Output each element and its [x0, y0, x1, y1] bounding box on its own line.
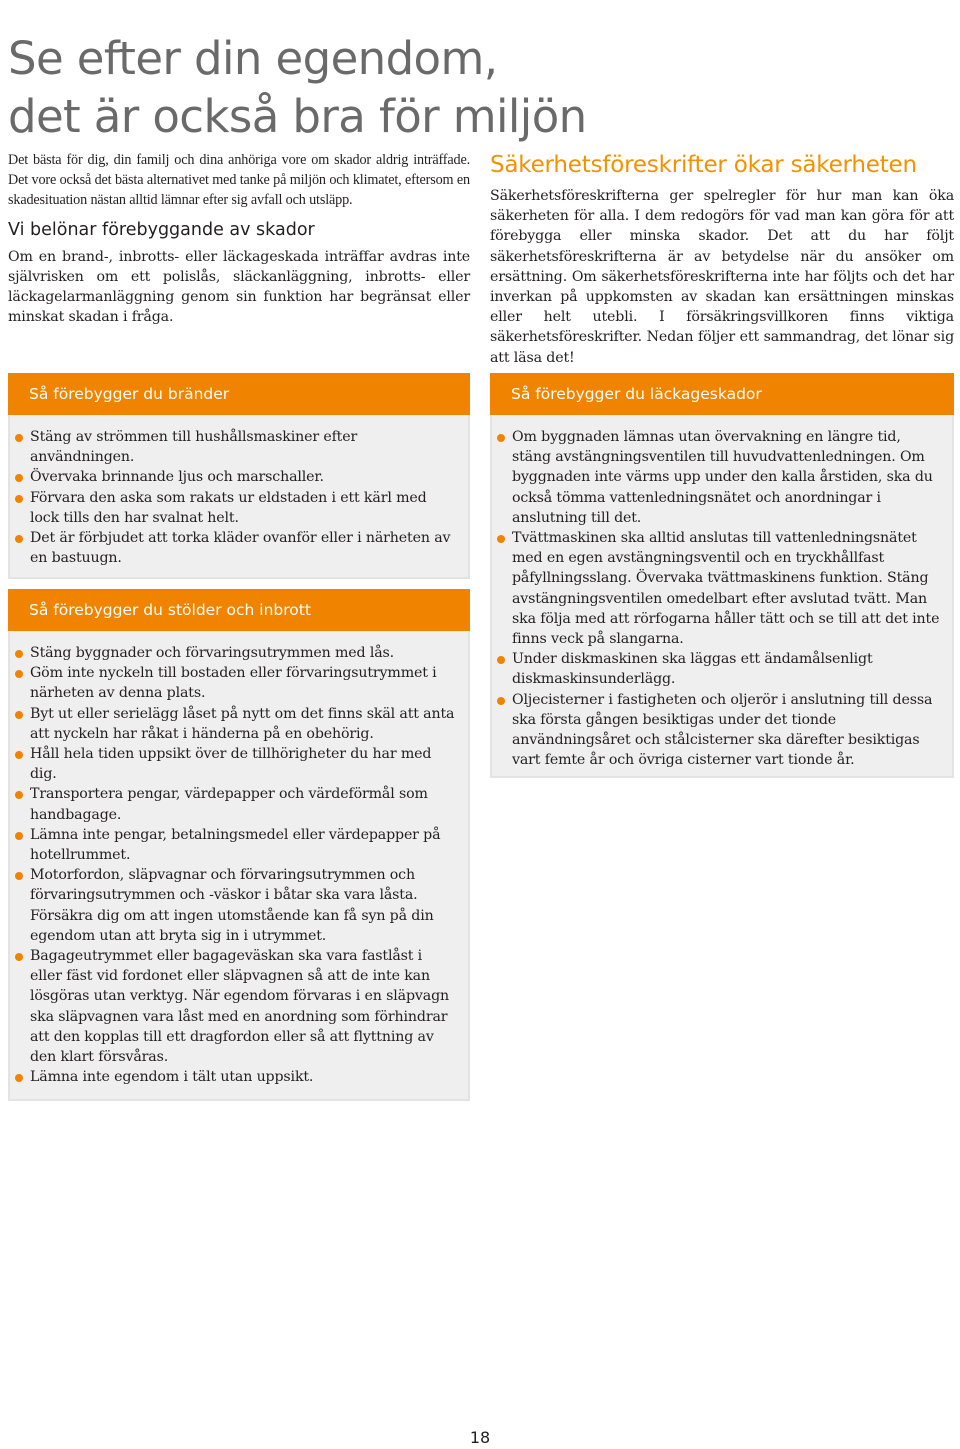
rewards-paragraph: Om en brand-, inbrotts- eller läckageskada inträffar avdras inte självrisken om ett polislås, släckanläggning, inbrotts- eller läckagelarmanläggning genom sin funktion har begränsat eller minskat skadan i fråga. — [8, 248, 470, 326]
bullet-dot-icon — [15, 832, 23, 840]
fire-box-title: Så förebygger du bränder — [8, 373, 470, 415]
list-item: Tvättmaskinen ska alltid anslutas till vattenledningsnätet med en egen avstängningsventil och en tryckhållfast påfyllningsslang. Övervaka tvättmaskinens funktion. Stäng avstängningsventilen omedelbart efter avslutad tvätt. Man ska följa med att rörfogarna håller tätt och se till att det inte finns veck på slangarna. — [512, 528, 942, 649]
bullet-dot-icon — [497, 434, 505, 442]
list-item: Övervaka brinnande ljus och marschaller. — [30, 467, 458, 487]
bullet-dot-icon — [497, 656, 505, 664]
bullet-dot-icon — [15, 953, 23, 961]
bullet-dot-icon — [15, 791, 23, 799]
list-item: Lämna inte pengar, betalningsmedel eller värdepapper på hotellrummet. — [30, 825, 458, 865]
list-item: Oljecisterner i fastigheten och oljerör i anslutning till dessa ska första gången besiktigas under det tionde användningsåret och stålcisterner ska därefter besiktigas vart femte år och övriga cisterner vart tionde år. — [512, 690, 942, 771]
leak-box-title: Så förebygger du läckageskador — [490, 373, 954, 415]
bullet-dot-icon — [497, 697, 505, 705]
list-item: Förvara den aska som rakats ur eldstaden i ett kärl med lock tills den har svalnat helt. — [30, 488, 458, 528]
bullet-dot-icon — [15, 434, 23, 442]
theft-list — [10, 631, 468, 1093]
fire-list — [10, 415, 468, 574]
bullet-dot-icon — [15, 670, 23, 678]
list-item: Byt ut eller serielägg låset på nytt om det finns skäl att anta att nyckeln har råkat i händerna på en obehörig. — [30, 704, 458, 744]
right-column — [490, 150, 954, 368]
theft-box-title: Så förebygger du stölder och inbrott — [8, 589, 470, 631]
bullet-dot-icon — [15, 495, 23, 503]
list-item: Transportera pengar, värdepapper och värdeförmål som handbagage. — [30, 784, 458, 824]
bullet-dot-icon — [15, 650, 23, 658]
fire-prevention-box — [8, 373, 470, 579]
bullet-dot-icon — [15, 1074, 23, 1082]
page-number: 18 — [469, 1428, 491, 1447]
section-heading-rewards: Vi belönar förebyggande av skador — [8, 219, 315, 240]
list-item: Stäng av strömmen till hushållsmaskiner efter användningen. — [30, 427, 458, 467]
list-item: Det är förbjudet att torka kläder ovanför eller i närheten av en bastuugn. — [30, 528, 458, 568]
leak-prevention-box — [490, 373, 954, 778]
list-item: Håll hela tiden uppsikt över de tillhörigheter du har med dig. — [30, 744, 458, 784]
list-item: Stäng byggnader och förvaringsutrymmen med lås. — [30, 643, 458, 663]
list-item: Under diskmaskinen ska läggas ett ändamålsenligt diskmaskinsunderlägg. — [512, 649, 942, 689]
list-item: Göm inte nyckeln till bostaden eller förvaringsutrymmet i närheten av denna plats. — [30, 663, 458, 703]
list-item: Om byggnaden lämnas utan övervakning en längre tid, stäng avstängningsventilen till huvudvattenledningen. Om byggnaden inte värms upp under den kalla årstiden, ska du också tömma vattenledningsnätet och anordningar i anslutning till det. — [512, 427, 942, 528]
left-column — [8, 150, 470, 327]
safety-paragraph: Säkerhetsföreskrifterna ger spelregler för hur man kan öka säkerheten för alla. I dem redogörs för vad man kan göra för att förebygga eller minska skador. Det att du har följt säkerhetsföreskrifterna är av betydelse när du ansöker om ersättning. Om säkerhetsföreskrifterna inte har följts och det har inverkan på uppkomsten av skadan kan ersättningen minskas eller helt utebli. I försäkringsvillkoren finns viktiga säkerhetsföreskrifter. Nedan följer ett sammandrag, det lönar sig att läsa det! — [490, 188, 954, 366]
list-item: Lämna inte egendom i tält utan uppsikt. — [30, 1067, 458, 1087]
bullet-dot-icon — [15, 711, 23, 719]
leak-list — [492, 415, 952, 776]
page-title — [8, 30, 908, 146]
intro-paragraph: Det bästa för dig, din familj och dina anhöriga vore om skador aldrig inträffade. Det vore också det bästa alternativet med tanke på miljön och klimatet, eftersom en skadesituation nästan alltid lämnar efter sig avfall och utsläpp. — [8, 152, 470, 209]
bullet-dot-icon — [15, 535, 23, 543]
bullet-dot-icon — [15, 872, 23, 880]
bullet-dot-icon — [497, 535, 505, 543]
page-title-line-1: Se efter din egendom, — [8, 32, 498, 86]
theft-prevention-box — [8, 589, 470, 1101]
section-heading-safety: Säkerhetsföreskrifter ökar säkerheten — [490, 152, 917, 178]
page-title-line-2: det är också bra för miljön — [8, 90, 587, 144]
bullet-dot-icon — [15, 751, 23, 759]
list-item: Bagageutrymmet eller bagageväskan ska vara fastlåst i eller fäst vid fordonet eller släpvagnen så att de inte kan lösgöras utan verktyg. När egendom förvaras i en släpvagn ska släpvagnen vara låst med en anordning som förhindrar att den kopplas till ett dragfordon eller så att flyttning av den klart försvåras. — [30, 946, 458, 1067]
list-item: Motorfordon, släpvagnar och förvaringsutrymmen och förvaringsutrymmen och -väskor i båtar ska vara låsta. Försäkra dig om att ingen utomstående kan få syn på din egendom utan att bryta sig in i utrymmet. — [30, 865, 458, 946]
bullet-dot-icon — [15, 474, 23, 482]
